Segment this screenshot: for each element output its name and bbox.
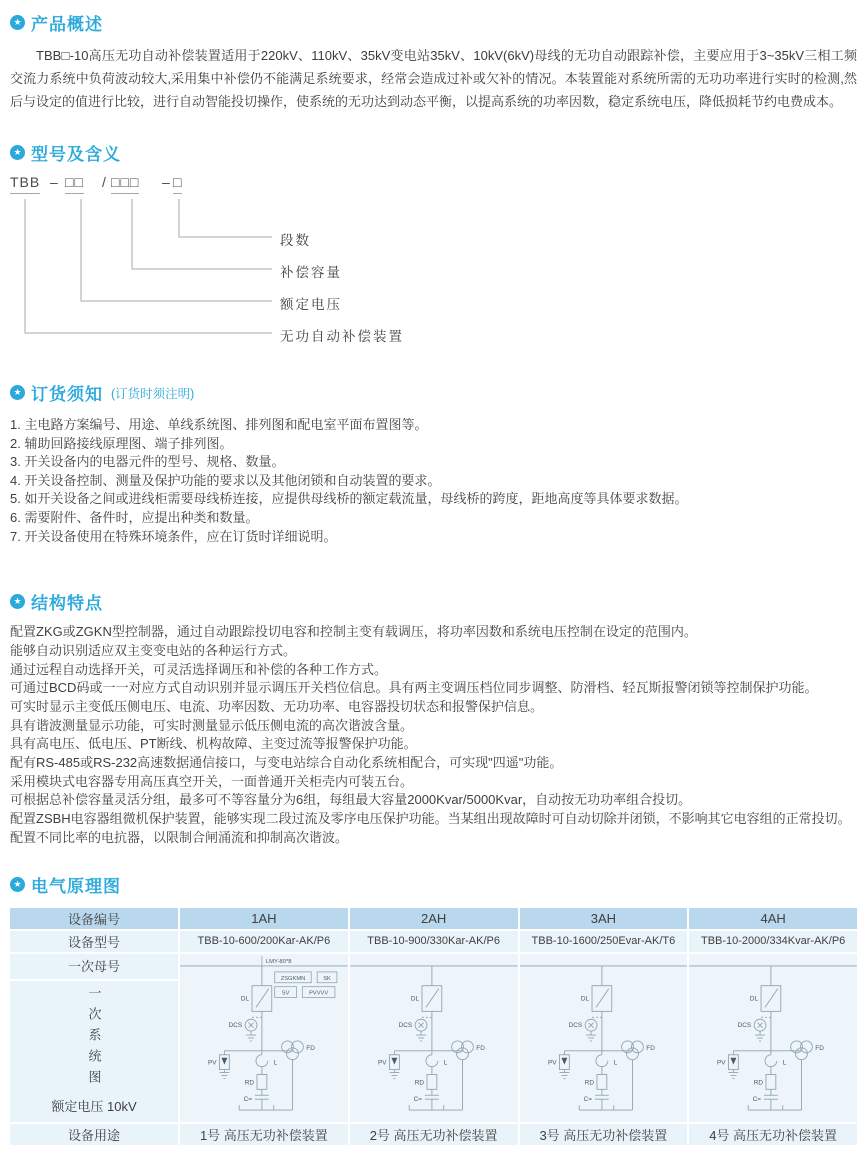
- discharge-label: FD: [476, 1044, 485, 1052]
- model-code-prefix: TBB: [10, 174, 40, 194]
- dcs-label: DCS: [228, 1021, 243, 1029]
- feature-item: 配置不同比率的电抗器，以限制合闸涌流和抑制高次谐波。: [10, 829, 349, 845]
- ordering-item: 6. 需要附件、备件时，应提出种类和数量。: [10, 509, 259, 525]
- feature-item: 能够自动识别适应双主变变电站的各种运行方式。: [10, 642, 297, 658]
- overview-title: 产品概述: [31, 15, 103, 34]
- one-line-diagram-cell-1ah: [180, 954, 348, 1122]
- row-label-device-use: 设备用途: [10, 1124, 178, 1145]
- diagram-row-labels: [10, 954, 178, 1122]
- discharge-label: FD: [815, 1044, 825, 1052]
- feature-item: 具有高电压、低电压、PT断线、机构故障、主变过流等报警保护功能。: [10, 736, 417, 752]
- device-model-cell: TBB-10-900/330Kar-AK/P6: [350, 931, 518, 952]
- reactor-label: L: [613, 1059, 617, 1067]
- fuse-label: RD: [753, 1078, 764, 1086]
- dcs-label: DCS: [568, 1021, 582, 1029]
- dcs-label: DCS: [398, 1021, 412, 1029]
- reactor-label: L: [443, 1059, 448, 1067]
- breaker-label: DL: [410, 995, 419, 1003]
- section-schematic: [10, 872, 857, 1145]
- callout-voltage: 额定电压: [280, 297, 342, 312]
- col-header-2ah: 2AH: [350, 908, 518, 929]
- section-star-icon: ★: [10, 15, 25, 30]
- section-star-icon: ★: [10, 145, 25, 160]
- breaker-label: DL: [750, 995, 759, 1003]
- ordering-item: 3. 开关设备内的电器元件的型号、规格、数量。: [10, 454, 285, 470]
- capacitor-label: C=: [243, 1095, 253, 1103]
- one-line-diagram: [350, 954, 518, 1122]
- schematic-table: [10, 908, 857, 1145]
- section-star-icon: ★: [10, 385, 25, 400]
- ordering-list: [10, 416, 857, 546]
- section-header-model: [10, 140, 857, 165]
- one-line-diagram-cell-2ah: [350, 954, 518, 1122]
- row-label-device-model: 设备型号: [10, 931, 178, 952]
- section-star-icon: ★: [10, 877, 25, 892]
- tag-sv: SV: [281, 990, 290, 997]
- section-header-ordering: [10, 380, 857, 405]
- busbar-tag-group: [262, 956, 337, 997]
- capacitor-label: C=: [583, 1095, 592, 1103]
- one-line-diagram: [689, 954, 857, 1122]
- model-code-slash: /: [102, 174, 106, 190]
- reactor-label: L: [273, 1059, 278, 1067]
- device-use-cell: 3号 高压无功补偿装置: [520, 1124, 688, 1145]
- device-use-cell: 2号 高压无功补偿装置: [350, 1124, 518, 1145]
- feature-item: 通过远程自动选择开关，可灵活选择调压和补偿的各种工作方式。: [10, 661, 388, 677]
- device-use-cell: 1号 高压无功补偿装置: [180, 1124, 348, 1145]
- ordering-item: 5. 如开关设备之间或进线柜需要母线桥连接，应提供母线桥的额定载流量，母线桥的跨度，距地高度等具体要求数据。: [10, 491, 688, 507]
- ordering-subtitle: (订货时须注明): [111, 386, 195, 401]
- one-line-diagram-cell-4ah: [689, 954, 857, 1122]
- model-title: 型号及含义: [31, 145, 121, 164]
- section-ordering: [10, 380, 857, 546]
- model-code-dash: –: [50, 174, 58, 190]
- callout-capacity: 补偿容量: [280, 265, 342, 280]
- arrester-label: PV: [717, 1059, 726, 1067]
- col-header-1ah: 1AH: [180, 908, 348, 929]
- schematic-title: 电气原理图: [31, 876, 121, 896]
- discharge-label: FD: [306, 1044, 315, 1052]
- overview-paragraph: TBB□-10高压无功自动补偿装置适用于220kV、110kV、35kV变电站35kV、10kV(6kV)母线的无功自动跟踪补偿，主要应用于3~35kV三相工频交流力系统中负荷波动较大,采用集中补偿仍不能满足系统要求，经常会造成过补或欠补的情况。本装置能对系统所需的无功功率进行实时的检测,然后与设定的值进行比较，进行自动智能投切操作，使系统的无功达到动态平衡，以提高系统的功率因数，稳定系统电压，降低损耗节约电费成本。: [10, 48, 857, 109]
- feature-item: 配有RS-485或RS-232高速数据通信接口，与变电站综合自动化系统相配合，可实现"四遥"功能。: [10, 755, 563, 771]
- ordering-item: 2. 辅助回路接线原理图、端子排列图。: [10, 435, 233, 451]
- row-label-primary-system: 一次系统图: [86, 985, 102, 1091]
- row-label-rated-voltage: 额定电压 10kV: [51, 1098, 137, 1114]
- callout-device-name: 无功自动补偿装置: [280, 329, 404, 344]
- features-title: 结构特点: [31, 594, 103, 614]
- breaker-label: DL: [240, 995, 250, 1003]
- feature-item: 配置ZKG或ZGKN型控制器，通过自动跟踪投切电容和控制主变有载调压，将功率因数和系统电压控制在设定的范围内。: [10, 624, 697, 640]
- feature-item: 配置ZSBH电容器组微机保护装置，能够实现二段过流及零序电压保护功能。当某组出现故障时可自动切除并闭锁，不影响其它电容组的正常投切。: [10, 811, 851, 827]
- ordering-title: 订货须知: [31, 385, 103, 404]
- callout-sections: 段数: [280, 233, 311, 248]
- device-model-cell: TBB-10-600/200Kar-AK/P6: [180, 931, 348, 952]
- one-line-diagram: [520, 954, 688, 1122]
- model-code-capacity: □□□: [111, 174, 139, 194]
- tag-pvvvv: PVVVV: [309, 990, 329, 997]
- section-header-features: [10, 589, 857, 614]
- section-header-overview: [10, 10, 857, 35]
- device-use-cell: 4号 高压无功补偿装置: [689, 1124, 857, 1145]
- col-header-3ah: 3AH: [520, 908, 688, 929]
- fuse-label: RD: [244, 1078, 255, 1086]
- ordering-item: 7. 开关设备使用在特殊环境条件，应在订货时详细说明。: [10, 528, 337, 544]
- arrester-label: PV: [547, 1059, 557, 1067]
- ordering-item: 1. 主电路方案编号、用途、单线系统图、排列图和配电室平面布置图等。: [10, 417, 428, 432]
- capacitor-label: C=: [413, 1095, 422, 1103]
- tag-sk: SK: [323, 975, 331, 982]
- dcs-label: DCS: [737, 1021, 752, 1029]
- feature-item: 采用模块式电容器专用高压真空开关，一面普通开关柜壳内可装五台。: [10, 773, 414, 789]
- discharge-label: FD: [645, 1044, 655, 1052]
- feature-item: 可通过BCD码或一一对应方式自动识别并显示调压开关档位信息。具有两主变调压档位同步调整、防滑档、轻瓦斯报警闭锁等控制保护功能。: [10, 680, 818, 696]
- fuse-label: RD: [414, 1078, 424, 1086]
- capacitor-label: C=: [752, 1095, 762, 1103]
- reactor-label: L: [782, 1059, 787, 1067]
- section-header-schematic: [10, 872, 857, 897]
- fuse-label: RD: [584, 1078, 594, 1086]
- model-code-diagram: [10, 172, 857, 358]
- tag-zsgkmn: ZSGKMN: [280, 975, 306, 982]
- arrester-label: PV: [207, 1059, 217, 1067]
- one-line-diagram-cell-3ah: [520, 954, 688, 1122]
- ordering-item: 4. 开关设备控制、测量及保护功能的要求以及其他闭锁和自动装置的要求。: [10, 472, 441, 488]
- breaker-label: DL: [580, 995, 589, 1003]
- section-overview: [10, 10, 857, 113]
- model-code-dash2: –: [162, 174, 170, 190]
- busbar-label: LMY-80*8: [265, 958, 292, 965]
- device-model-cell: TBB-10-1600/250Evar-AK/T6: [520, 931, 688, 952]
- one-line-diagram: [180, 954, 348, 1122]
- section-star-icon: ★: [10, 594, 25, 609]
- row-label-device-no: 设备编号: [10, 908, 178, 929]
- section-features: [10, 589, 857, 847]
- model-code-voltage: □□: [65, 174, 84, 194]
- feature-item: 可实时显示主变低压侧电压、电流、功率因数、无功功率、电容器投切状态和报警保护信息。: [10, 698, 544, 714]
- section-model: [10, 140, 857, 358]
- col-header-4ah: 4AH: [689, 908, 857, 929]
- features-list: [10, 623, 857, 847]
- model-code-sections: □: [173, 174, 182, 194]
- feature-item: 可根据总补偿容量灵活分组，最多可不等容量分为6组，每组最大容量2000Kvar/5000Kvar，自动按无功功率组合投切。: [10, 792, 692, 808]
- arrester-label: PV: [377, 1059, 387, 1067]
- feature-item: 具有谐波测量显示功能，可实时测量显示低压侧电流的高次谐波含量。: [10, 717, 414, 733]
- row-label-primary-bus: 一次母号: [10, 954, 178, 981]
- device-model-cell: TBB-10-2000/334Kvar-AK/P6: [689, 931, 857, 952]
